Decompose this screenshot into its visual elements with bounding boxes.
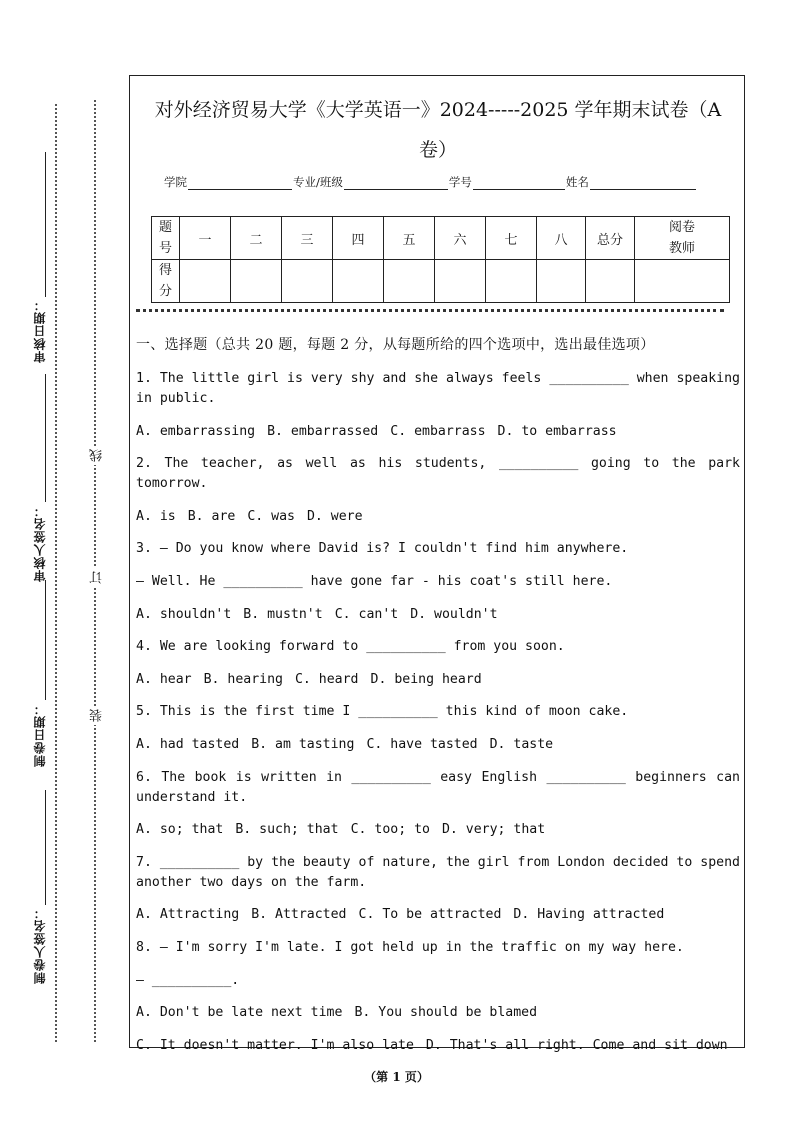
option[interactable]: A. embarrassing — [136, 423, 256, 439]
student-id-label: 学号 — [448, 175, 472, 189]
option[interactable]: D. That's all right. Come and sit down — [425, 1037, 728, 1053]
cut-mark-line: 线 — [88, 446, 107, 465]
total-score-cell[interactable] — [586, 260, 635, 303]
score-cell[interactable] — [486, 260, 537, 303]
option[interactable]: D. Having attracted — [513, 907, 665, 923]
exam-title-line1: 对外经济贸易大学《大学英语一》2024-----2025 学年期末试卷（A — [154, 99, 722, 121]
score-col-header: 五 — [384, 217, 435, 260]
question-stem: 5. This is the first time I __________ this kind of moon cake. — [136, 704, 629, 720]
option[interactable]: D. taste — [489, 736, 554, 752]
option[interactable]: C. It doesn't matter. I'm also late — [136, 1037, 414, 1053]
exam-title-line2: 卷） — [418, 139, 457, 161]
question-options — [136, 820, 740, 840]
score-col-header: 三 — [282, 217, 333, 260]
score-cell[interactable] — [333, 260, 384, 303]
reviewer-header: 阅卷 教师 — [635, 217, 730, 260]
option[interactable]: B. am tasting — [251, 736, 355, 752]
score-table-score-row — [152, 260, 730, 303]
option[interactable]: A. shouldn't — [136, 606, 232, 622]
major-field[interactable] — [344, 177, 448, 190]
score-cell[interactable] — [384, 260, 435, 303]
question-options — [136, 507, 740, 527]
option[interactable]: A. hear — [136, 671, 192, 687]
total-score-header: 总分 — [586, 217, 635, 260]
option[interactable]: C. embarrass — [390, 423, 486, 439]
question-options — [136, 670, 740, 690]
score-col-header: 四 — [333, 217, 384, 260]
option[interactable]: B. You should be blamed — [354, 1005, 538, 1021]
exam-paper — [129, 75, 745, 1053]
question-stem: 1. The little girl is very shy and she always feels __________ when speaking in public. — [136, 371, 740, 406]
score-table — [151, 216, 730, 303]
option[interactable]: A. Don't be late next time — [136, 1005, 343, 1021]
option[interactable]: D. to embarrass — [497, 423, 617, 439]
major-label: 专业/班级 — [293, 175, 343, 189]
question-stem: 7. __________ by the beauty of nature, the girl from London decided to spend another two days on the farm. — [136, 854, 740, 890]
option[interactable]: A. Attracting — [136, 907, 240, 923]
option[interactable]: C. was — [247, 508, 295, 524]
preparer-sign-blank — [45, 790, 46, 905]
question-stem: 2. The teacher, as well as his students, __________ going to the park tomorrow. — [136, 456, 740, 492]
option[interactable]: A. had tasted — [136, 736, 240, 752]
option[interactable]: C. have tasted — [366, 736, 478, 752]
option[interactable]: B. mustn't — [243, 606, 323, 622]
dotted-binding-line-outer — [55, 104, 57, 1042]
score-col-header: 八 — [537, 217, 586, 260]
dotted-separator — [136, 309, 724, 312]
option[interactable]: B. hearing — [203, 671, 283, 687]
option[interactable]: B. are — [187, 508, 236, 524]
cut-mark-ding: 订 — [88, 568, 107, 587]
question-stem-reply: — __________. — [136, 972, 240, 988]
review-date-blank — [45, 152, 46, 297]
score-cell[interactable] — [180, 260, 231, 303]
option[interactable]: A. is — [136, 508, 176, 524]
prepare-date-blank — [45, 580, 46, 700]
reviewer-sign-label: 审核人签名： — [33, 504, 47, 582]
option[interactable]: B. such; that — [235, 822, 339, 838]
question-options — [136, 1036, 740, 1056]
college-label: 学院 — [164, 175, 187, 189]
cut-mark-zhuang: 装 — [88, 706, 107, 725]
question-stem-reply: — Well. He __________ have gone far - his coat's still here. — [136, 573, 613, 589]
score-col-header: 二 — [231, 217, 282, 260]
score-cell[interactable] — [435, 260, 486, 303]
college-field[interactable] — [188, 177, 292, 190]
score-col-header: 七 — [486, 217, 537, 260]
question-stem: 8. — I'm sorry I'm late. I got held up in the traffic on my way here. — [136, 939, 684, 955]
review-date-label: 审核日期： — [33, 298, 47, 363]
preparer-sign-label: 制卷人签名： — [33, 906, 47, 984]
question-number-header: 题 号 — [152, 217, 180, 260]
option[interactable]: D. very; that — [441, 822, 546, 838]
score-cell[interactable] — [231, 260, 282, 303]
question-options — [136, 605, 740, 625]
option[interactable]: A. so; that — [136, 822, 224, 838]
score-col-header: 一 — [180, 217, 231, 260]
question-stem: 4. We are looking forward to __________ from you soon. — [136, 639, 565, 655]
option[interactable]: C. heard — [294, 671, 359, 687]
option[interactable]: B. Attracted — [251, 907, 347, 923]
student-id-field[interactable] — [473, 177, 565, 190]
question-options — [136, 1003, 740, 1023]
question-options — [136, 422, 740, 442]
option[interactable]: B. embarrassed — [267, 423, 379, 439]
questions-section — [136, 336, 740, 1056]
question-stem: 6. The book is written in __________ easy English __________ beginners can understand it. — [136, 769, 740, 805]
question-options — [136, 905, 740, 925]
name-label: 姓名 — [565, 175, 589, 189]
option[interactable]: C. To be attracted — [358, 907, 502, 923]
page-footer: （第 1 页） — [364, 1070, 429, 1084]
option[interactable]: C. can't — [334, 606, 399, 622]
name-field[interactable] — [590, 177, 696, 190]
option[interactable]: D. wouldn't — [410, 606, 498, 622]
score-table-header-row — [152, 217, 730, 260]
score-cell[interactable] — [537, 260, 586, 303]
question-stem: 3. — Do you know where David is? I couldn't find him anywhere. — [136, 541, 629, 557]
prepare-date-label: 制卷日期： — [33, 702, 47, 767]
score-row-label: 得 分 — [152, 260, 180, 303]
score-cell[interactable] — [282, 260, 333, 303]
score-col-header: 六 — [435, 217, 486, 260]
reviewer-sign-blank — [45, 374, 46, 502]
question-options — [136, 735, 740, 755]
section-title: 一、选择题（总共 20 题，每题 2 分，从每题所给的四个选项中，选出最佳选项） — [136, 337, 655, 353]
option[interactable]: D. were — [306, 508, 363, 524]
exam-title — [136, 90, 740, 170]
student-info-row — [164, 174, 697, 190]
option[interactable]: C. too; to — [350, 822, 430, 838]
option[interactable]: D. being heard — [370, 671, 482, 687]
reviewer-cell[interactable] — [635, 260, 730, 303]
